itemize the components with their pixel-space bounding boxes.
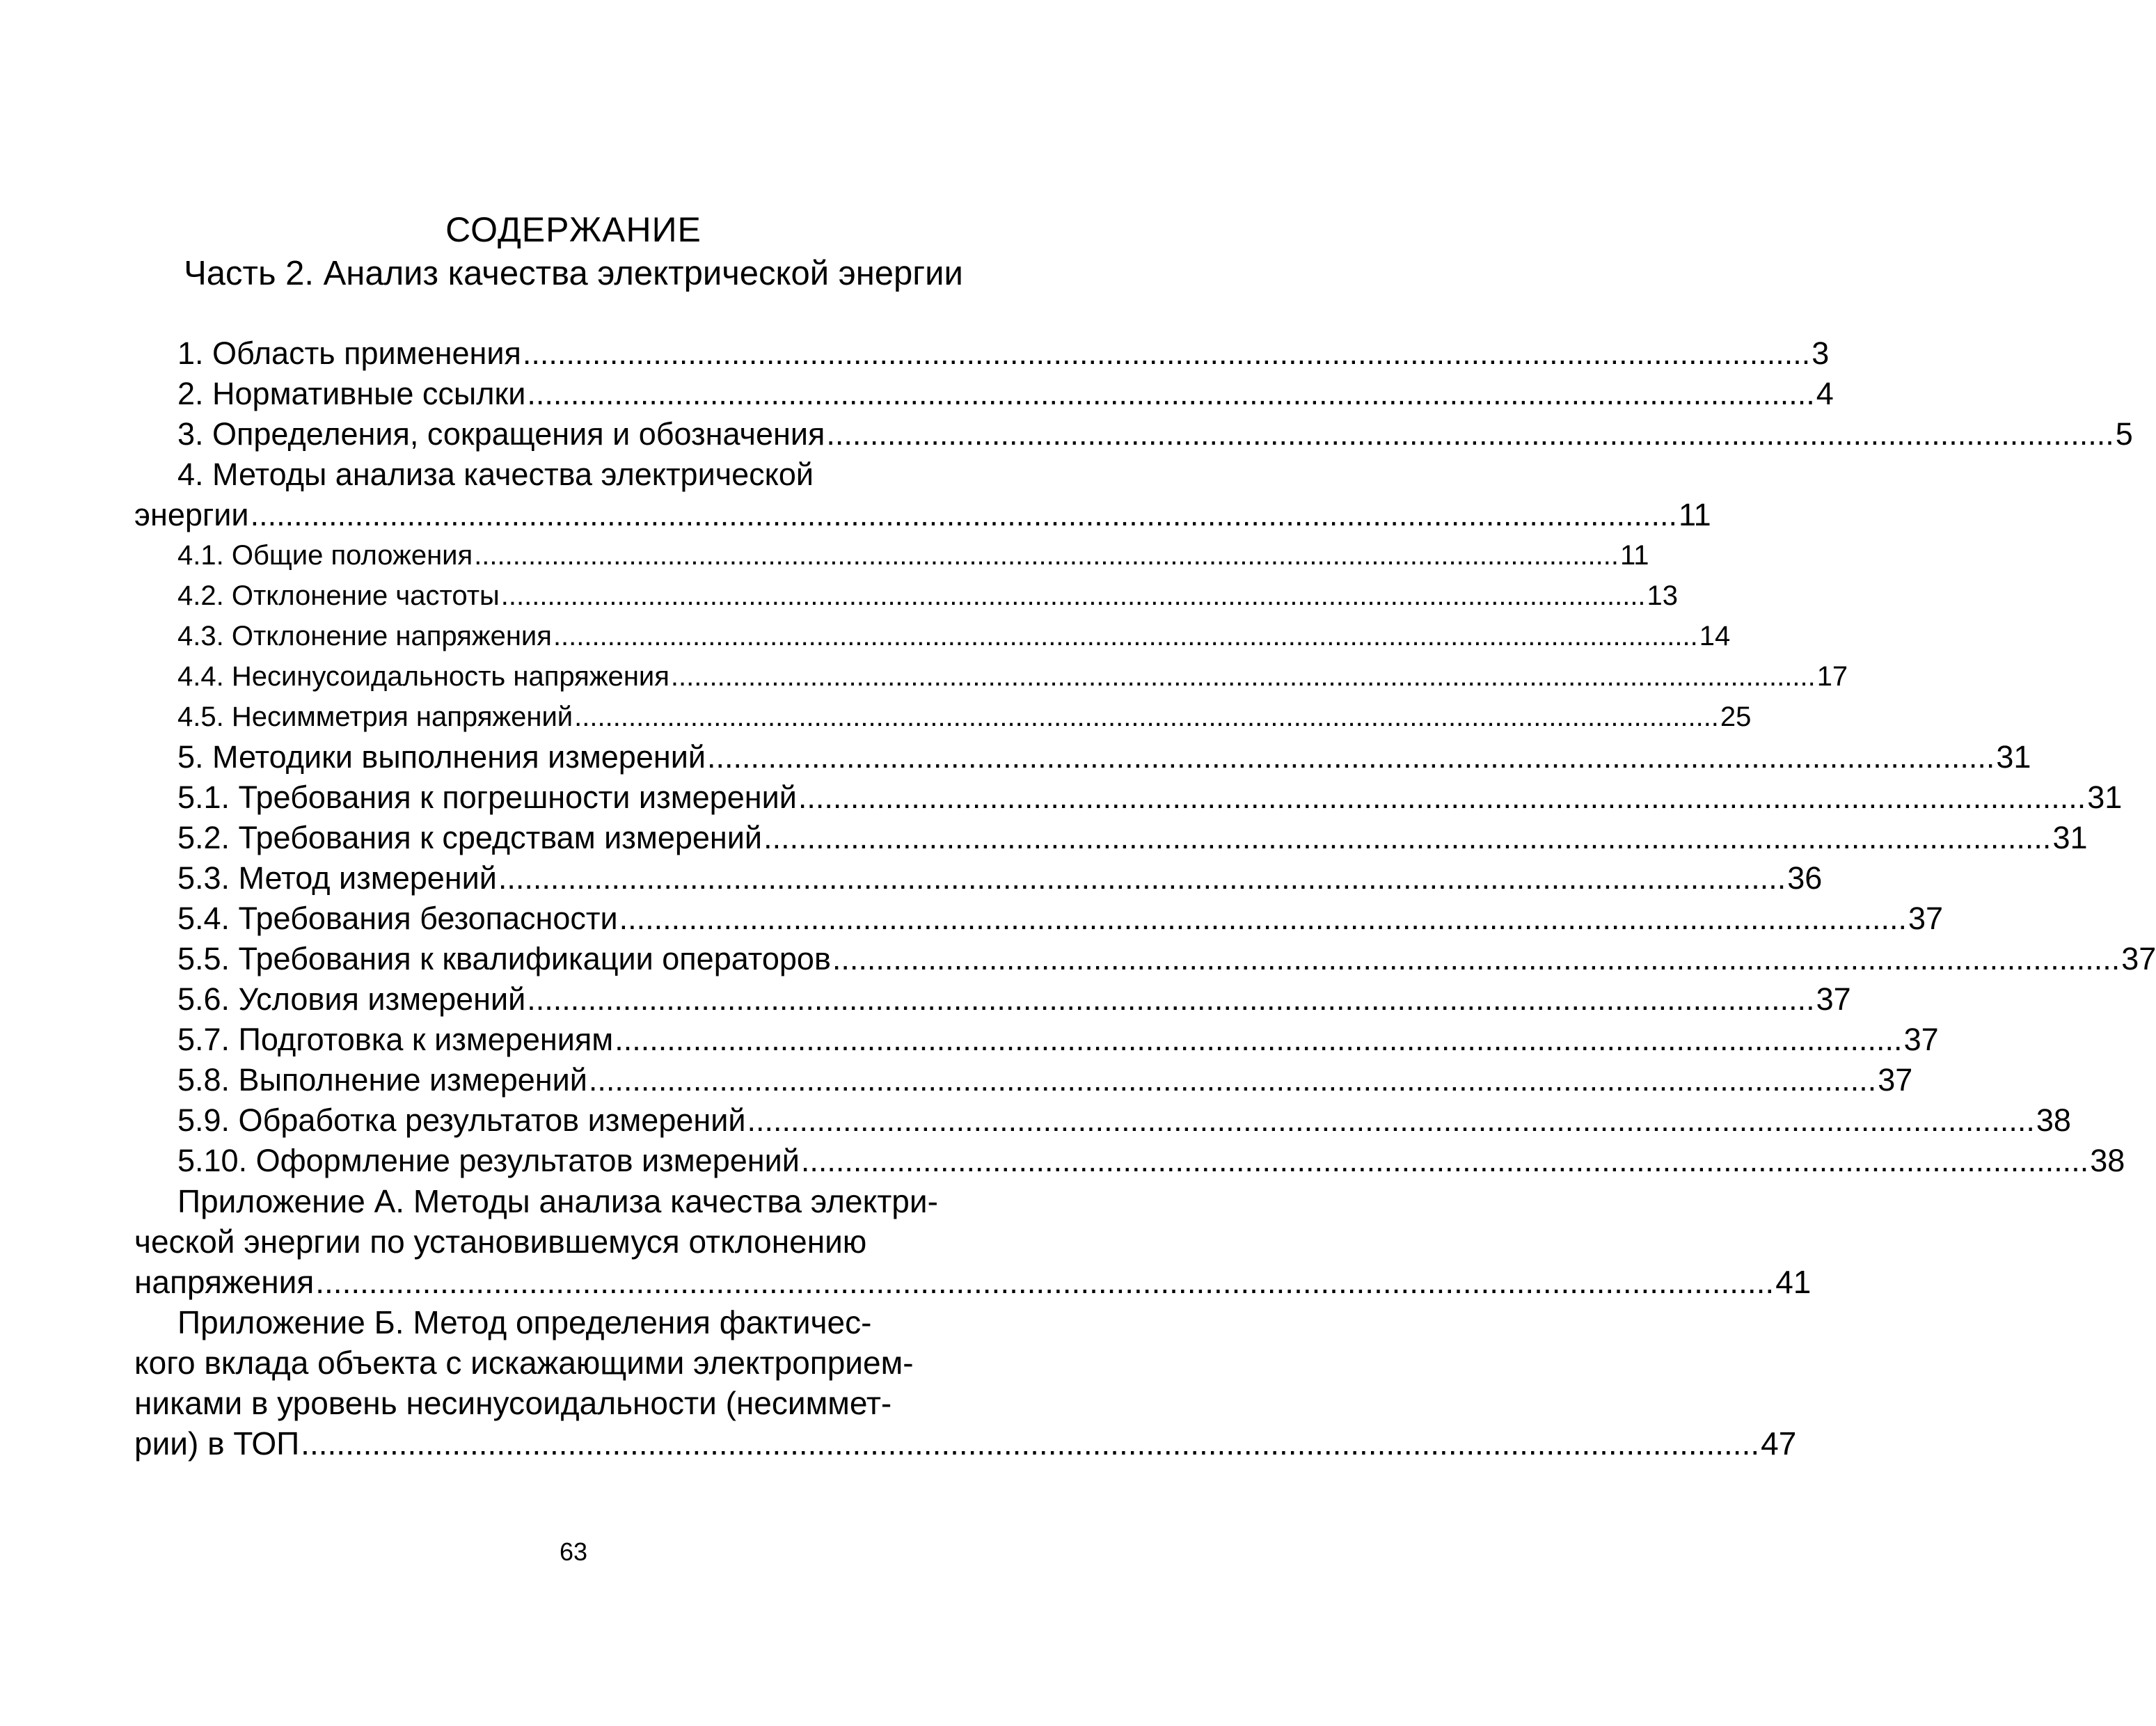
toc-leader-dots: .................................................................................................................................................... — [527, 376, 1815, 411]
toc-leader-dots: .................................................................................................................................................... — [763, 820, 2052, 855]
toc-page-number: 11 — [1678, 497, 1711, 532]
toc-entry-title: 2. Нормативные ссылки — [177, 376, 526, 411]
page-title: СОДЕРЖАНИЕ — [445, 210, 702, 249]
toc-leader-dots: .................................................................................................................................................... — [832, 941, 2121, 976]
toc-entry-title: 5.2. Требования к средствам измерений — [177, 820, 763, 855]
toc-entry-title: 5.8. Выполнение измерений — [177, 1062, 587, 1098]
toc-entry-title: 4. Методы анализа качества электрической — [177, 457, 814, 492]
toc-entry-title: 5. Методики выполнения измерений — [177, 739, 706, 775]
toc-entry-title: Приложение Б. Метод определения фактичес- — [177, 1304, 872, 1340]
toc-entry-4-5 — [177, 696, 1752, 738]
toc-entry-title: 4.2. Отклонение частоты — [177, 580, 500, 611]
toc-entry-title: напряжения — [134, 1264, 315, 1300]
toc-leader-dots: .................................................................................................................................................... — [527, 981, 1815, 1017]
toc-appendix-a-line-2 — [134, 1221, 1007, 1262]
toc-page-number: 31 — [2052, 820, 2088, 855]
toc-entry-4-2 — [177, 575, 1679, 617]
toc-leader-dots: .................................................................................................................................................... — [826, 416, 2114, 452]
toc-entry-5-7 — [177, 1019, 1939, 1061]
toc-entry-5-5 — [177, 938, 2156, 980]
toc-entry-title: ческой энергии по установившемуся отклонению — [134, 1224, 867, 1260]
toc-entry-title: 4.4. Несинусоидальность напряжения — [177, 661, 669, 692]
toc-entry-title: 4.5. Несимметрия напряжений — [177, 702, 573, 732]
toc-entry-title: 5.1. Требования к погрешности измерений — [177, 779, 797, 815]
toc-leader-dots: .................................................................................................................................................................... — [250, 497, 1677, 532]
toc-entry-5-2 — [177, 817, 2088, 859]
toc-entry-title: 4.3. Отклонение напряжения — [177, 621, 552, 651]
toc-page-number: 14 — [1699, 621, 1731, 651]
toc-entry-title: 5.10. Оформление результатов измерений — [177, 1143, 800, 1178]
toc-leader-dots: .................................................................................................................................................................... — [301, 1425, 1760, 1462]
toc-entry-title: 5.5. Требования к квалификации операторов — [177, 941, 831, 976]
toc-entry-5-9 — [177, 1100, 2071, 1141]
toc-entry-4-1 — [177, 535, 1649, 576]
toc-entry-title: 3. Определения, сокращения и обозначения — [177, 416, 825, 452]
toc-entry-title: рии) в ТОП — [134, 1425, 300, 1462]
toc-leader-dots: .................................................................................................................................................... — [553, 621, 1698, 651]
toc-page-number: 38 — [2090, 1143, 2125, 1178]
toc-leader-dots: .................................................................................................................................................... — [800, 1143, 2089, 1178]
toc-entry-title: 5.4. Требования безопасности — [177, 901, 618, 936]
toc-entry-5-1 — [177, 777, 2123, 818]
toc-page-number: 47 — [1761, 1425, 1797, 1462]
toc-entry-title: никами в уровень несинусоидальности (несиммет- — [134, 1385, 892, 1421]
toc-appendix-a-line-1 — [177, 1180, 1007, 1222]
toc-entry-5-10 — [177, 1140, 2125, 1182]
toc-entry-5 — [177, 736, 2031, 778]
toc-leader-dots: .................................................................................................................................................... — [522, 335, 1811, 371]
toc-leader-dots: .................................................................................................................................................... — [474, 540, 1619, 571]
toc-entry-5-4 — [177, 898, 1944, 940]
toc-entry-4-4 — [177, 656, 1848, 697]
toc-leader-dots: .................................................................................................................................................................... — [315, 1264, 1775, 1300]
toc-entry-5-8 — [177, 1059, 1913, 1101]
toc-appendix-a — [134, 1261, 1812, 1303]
toc-page-number: 3 — [1812, 335, 1830, 371]
toc-page-number: 17 — [1816, 661, 1848, 692]
toc-page-number: 41 — [1775, 1264, 1812, 1300]
toc-entry-title: 4.1. Общие положения — [177, 540, 473, 571]
toc-appendix-b — [134, 1423, 1797, 1464]
toc-leader-dots: .................................................................................................................................................... — [574, 702, 1719, 732]
toc-entry-title: 1. Область применения — [177, 335, 521, 371]
toc-page-number: 31 — [2087, 779, 2123, 815]
toc-entry-title: 5.7. Подготовка к измерениям — [177, 1022, 614, 1057]
toc-page-number: 37 — [1903, 1022, 1939, 1057]
toc-entry-2 — [177, 373, 1834, 415]
toc-page-number: 4 — [1816, 376, 1834, 411]
toc-page-number: 25 — [1720, 702, 1752, 732]
toc-page-number: 37 — [1878, 1062, 1913, 1098]
toc-page-number: 38 — [2036, 1102, 2071, 1138]
toc-page-number: 5 — [2115, 416, 2133, 452]
toc-leader-dots: .................................................................................................................................................... — [798, 779, 2086, 815]
toc-entry-3 — [177, 413, 2133, 455]
toc-leader-dots: .................................................................................................................................................... — [498, 860, 1786, 896]
toc-entry-title: Приложение А. Методы анализа качества электри- — [177, 1183, 938, 1219]
toc-entry-title: энергии — [134, 497, 249, 532]
toc-page-number: 37 — [1908, 901, 1944, 936]
toc-leader-dots: .................................................................................................................................................... — [747, 1102, 2035, 1138]
toc-entry-5-3 — [177, 857, 1823, 899]
toc-page-number: 36 — [1787, 860, 1823, 896]
toc-entry-4-line-1 — [177, 454, 1007, 496]
toc-leader-dots: .................................................................................................................................................... — [588, 1062, 1877, 1098]
toc-entry-4-3 — [177, 615, 1731, 657]
toc-entry-title: 5.3. Метод измерений — [177, 860, 497, 896]
toc-entry-1 — [177, 333, 1830, 374]
toc-leader-dots: .................................................................................................................................................... — [619, 901, 1908, 936]
toc-leader-dots: .................................................................................................................................................... — [615, 1022, 1903, 1057]
toc-leader-dots: .................................................................................................................................................... — [706, 739, 1995, 775]
toc-appendix-b-line-1 — [177, 1301, 1007, 1343]
toc-entry-title: 5.9. Обработка результатов измерений — [177, 1102, 746, 1138]
toc-entry-title: кого вклада объекта с искажающими электроприем- — [134, 1345, 914, 1381]
toc-entry-5-6 — [177, 979, 1851, 1020]
toc-page-number: 11 — [1619, 540, 1649, 571]
page-number: 63 — [559, 1537, 588, 1566]
toc-page-number: 31 — [1996, 739, 2031, 775]
toc-entry-title: 5.6. Условия измерений — [177, 981, 526, 1017]
page-subtitle: Часть 2. Анализ качества электрической энергии — [184, 255, 963, 292]
toc-appendix-b-line-3 — [134, 1382, 1007, 1424]
toc-page-number: 37 — [1816, 981, 1851, 1017]
toc-appendix-b-line-2 — [134, 1342, 1007, 1384]
toc-leader-dots: .................................................................................................................................................... — [670, 661, 1816, 692]
toc-page-number: 37 — [2121, 941, 2156, 976]
toc-entry-4 — [134, 494, 1711, 536]
toc-page-number: 13 — [1647, 580, 1679, 611]
toc-leader-dots: .................................................................................................................................................... — [500, 580, 1646, 611]
